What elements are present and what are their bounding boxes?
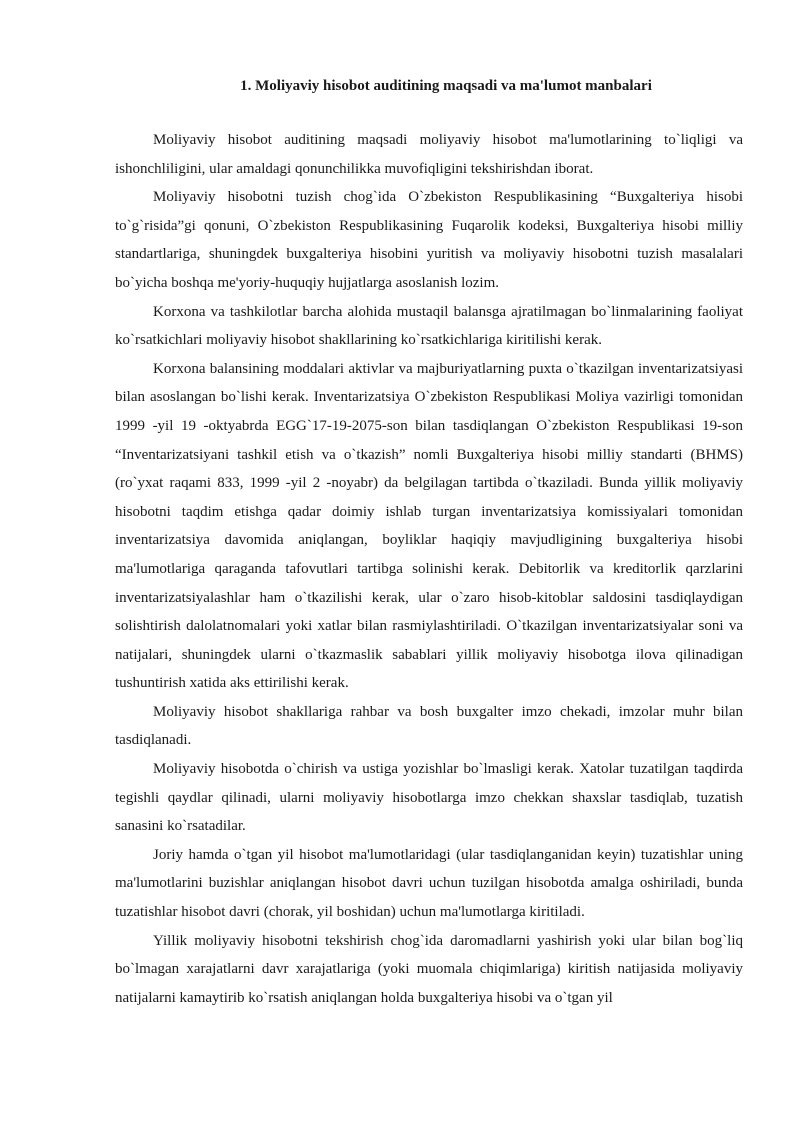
paragraph-signatures: Moliyaviy hisobot shakllariga rahbar va bosh buxgalter imzo chekadi, imzolar muhr bilan tasdiqlanadi. — [115, 703, 743, 749]
section-title: 1. Moliyaviy hisobot auditining maqsadi va ma'lumot manbalari — [240, 78, 652, 94]
paragraph-corrections: Moliyaviy hisobotda o`chirish va ustiga yozishlar bo`lmasligi kerak. Xatolar tuzatilgan taqdirda tegishli qaydlar qilinadi, ularni moliyaviy hisobotlarga imzo chekkan shaxslar tasdiqlab, tuzatish sanasini ko`rsatadilar. — [115, 761, 743, 835]
paragraph-subdivisions: Korxona va tashkilotlar barcha alohida mustaqil balansga ajratilmagan bo`linmalarining faoliyat ko`rsatkichlari moliyaviy hisobot shakllarining ko`rsatkichlariga kiritilishi kerak. — [115, 303, 743, 349]
paragraph-inventory: Korxona balansining moddalari aktivlar va majburiyatlarning puxta o`tkazilgan inventarizatsiyasi bilan asoslangan bo`lishi kerak. Inventarizatsiya O`zbekiston Respublikasi Moliya vazirligi tomonidan 1999 -yil 19 -oktyabrda EGG`17-19-2075-son bilan tasdiqlangan O`zbekiston Respublikasi 19-son “Inventarizatsiyani tashkil etish va o`tkazish” nomli Buxgalteriya hisobi milliy standarti (BHMS) (ro`yxat raqami 833, 1999 -yil 2 -noyabr) da belgilagan tartibda o`tkaziladi. Bunda yillik moliyaviy hisobotni taqdim etishga qadar doimiy ishlab turgan inventarizatsiya komissiyalari tomonidan inventarizatsiya davomida aniqlangan, boyliklar haqiqiy mavjudligining buxgalteriya hisobi ma'lumotlariga qaraganda tafovutlari tartibga solinishi kerak. Debitorlik va kreditorlik qarzlarini inventarizatsiyalashlar ham o`tkazilishi kerak, ular o`zaro hisob-kitoblar saldosini tasdiqlaydigan solishtirish dalolatnomalari yoki xatlar bilan rasmiylashtiriladi. O`tkazilgan inventarizatsiyalar soni va natijalari, shuningdek ularni o`tkazmaslik sabablari yillik moliyaviy hisobotga ilova qilinadigan tushuntirish xatida aks ettirilishi kerak. — [115, 360, 743, 692]
paragraph-audit-purpose: Moliyaviy hisobot auditining maqsadi moliyaviy hisobot ma'lumotlarining to`liqligi va ishonchliligini, ular amaldagi qonunchilikka muvofiqligini tekshirishdan iborat. — [115, 132, 743, 177]
paragraph-legal-basis: Moliyaviy hisobotni tuzish chog`ida O`zbekiston Respublikasining “Buxgalteriya hisobi to`g`risida”gi qonuni, O`zbekiston Respublikasining Fuqarolik kodeksi, Buxgalteriya hisobi milliy standartlariga, shuningdek buxgalteriya hisobini yuritish va moliyaviy hisobotni tuzish masalalari bo`yicha boshqa me'yoriy-huquqiy hujjatlarga asoslanish lozim. — [115, 189, 743, 291]
paragraph-adjustments: Joriy hamda o`tgan yil hisobot ma'lumotlaridagi (ular tasdiqlanganidan keyin) tuzatishlar uning ma'lumotlarini buzishlar aniqlangan hisobot davri uchun tuzilgan hisobotda amalga oshiriladi, bunda tuzatishlar hisobot davri (chorak, yil boshidan) uchun ma'lumotlarga kiritiladi. — [115, 846, 743, 921]
paragraph-annual-check: Yillik moliyaviy hisobotni tekshirish chog`ida daromadlarni yashirish yoki ular bilan bog`liq bo`lmagan xarajatlarni davr xarajatlariga (yoki muomala chiqimlariga) kiritish natijasida moliyaviy natijalarni kamaytirib ko`rsatish aniqlangan holda buxgalteriya hisobi va o`tgan yil — [115, 932, 743, 1006]
